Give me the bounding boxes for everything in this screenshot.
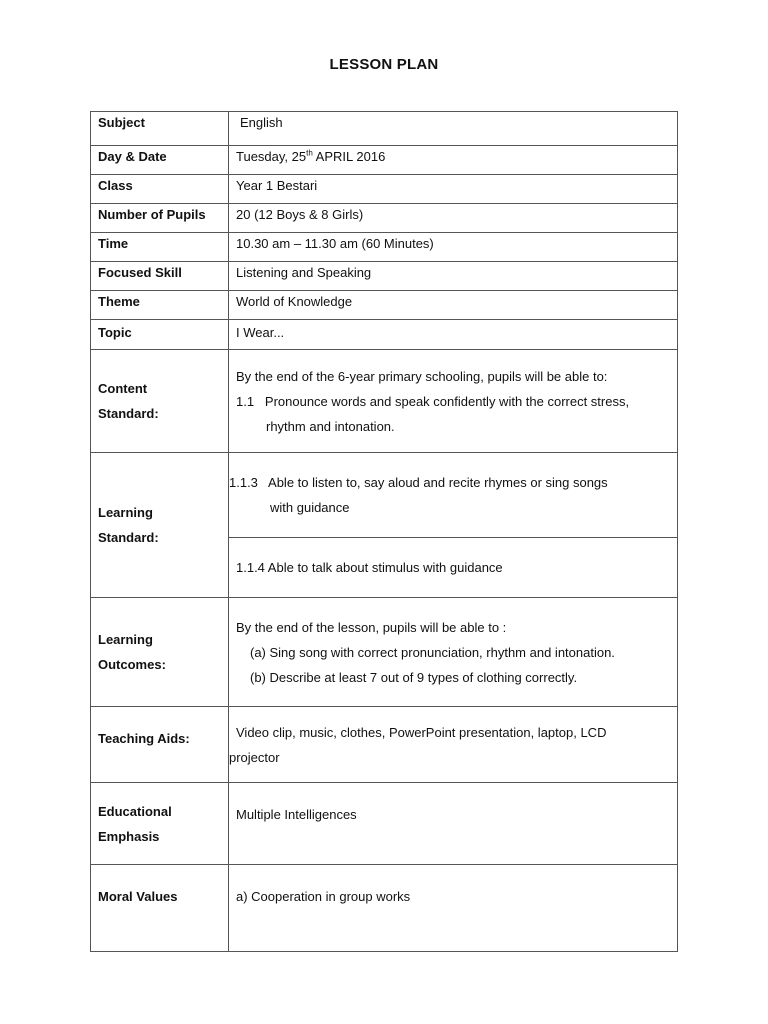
page-title: LESSON PLAN (329, 56, 439, 73)
theme-label: Theme (91, 291, 229, 320)
educational-emphasis-label: Educational Emphasis (91, 783, 229, 865)
table-row (91, 112, 678, 146)
focused-skill-label: Focused Skill (91, 262, 229, 291)
teaching-aids-value: Video clip, music, clothes, PowerPoint presentation, laptop, LCD projector (229, 707, 678, 783)
moral-values-value: a) Cooperation in group works (229, 865, 678, 952)
table-row (91, 262, 678, 291)
table-row (91, 865, 678, 952)
learning-standard-label: Learning Standard: (91, 453, 229, 598)
learning-outcomes-value: By the end of the lesson, pupils will be able to : (a) Sing song with correct pronunciation, rhythm and intonation. (b) Describe at least 7 out of 9 types of clothing correctly. (229, 598, 678, 707)
table-row (91, 291, 678, 320)
teaching-aids-label: Teaching Aids: (91, 707, 229, 783)
table-row (91, 204, 678, 233)
table-row (91, 707, 678, 783)
educational-emphasis-value: Multiple Intelligences (229, 783, 678, 865)
pupils-value: 20 (12 Boys & 8 Girls) (229, 204, 678, 233)
content-standard-label: Content Standard: (91, 350, 229, 453)
content-standard-value: By the end of the 6-year primary schooling, pupils will be able to: 1.1 Pronounce words and speak confidently with the correct stress, rhythm and intonation. (229, 350, 678, 453)
learning-standard-item-b: 1.1.4 Able to talk about stimulus with guidance (229, 538, 678, 598)
table-row (91, 783, 678, 865)
focused-skill-value: Listening and Speaking (229, 262, 678, 291)
table-row (91, 453, 678, 538)
topic-label: Topic (91, 320, 229, 350)
class-value: Year 1 Bestari (229, 175, 678, 204)
day-date-value: Tuesday, 25th APRIL 2016 (229, 146, 678, 175)
pupils-label: Number of Pupils (91, 204, 229, 233)
class-label: Class (91, 175, 229, 204)
table-row (91, 598, 678, 707)
subject-value: English (229, 112, 678, 146)
subject-label: Subject (91, 112, 229, 146)
table-row (91, 350, 678, 453)
time-label: Time (91, 233, 229, 262)
learning-standard-item-a: 1.1.3 Able to listen to, say aloud and recite rhymes or sing songs with guidance (229, 453, 678, 538)
table-row (91, 320, 678, 350)
learning-outcomes-label: Learning Outcomes: (91, 598, 229, 707)
table-row (91, 175, 678, 204)
table-row (91, 146, 678, 175)
time-value: 10.30 am – 11.30 am (60 Minutes) (229, 233, 678, 262)
table-row (91, 233, 678, 262)
lesson-plan-table (90, 111, 678, 952)
day-date-label: Day & Date (91, 146, 229, 175)
moral-values-label: Moral Values (91, 865, 229, 952)
topic-value: I Wear... (229, 320, 678, 350)
theme-value: World of Knowledge (229, 291, 678, 320)
